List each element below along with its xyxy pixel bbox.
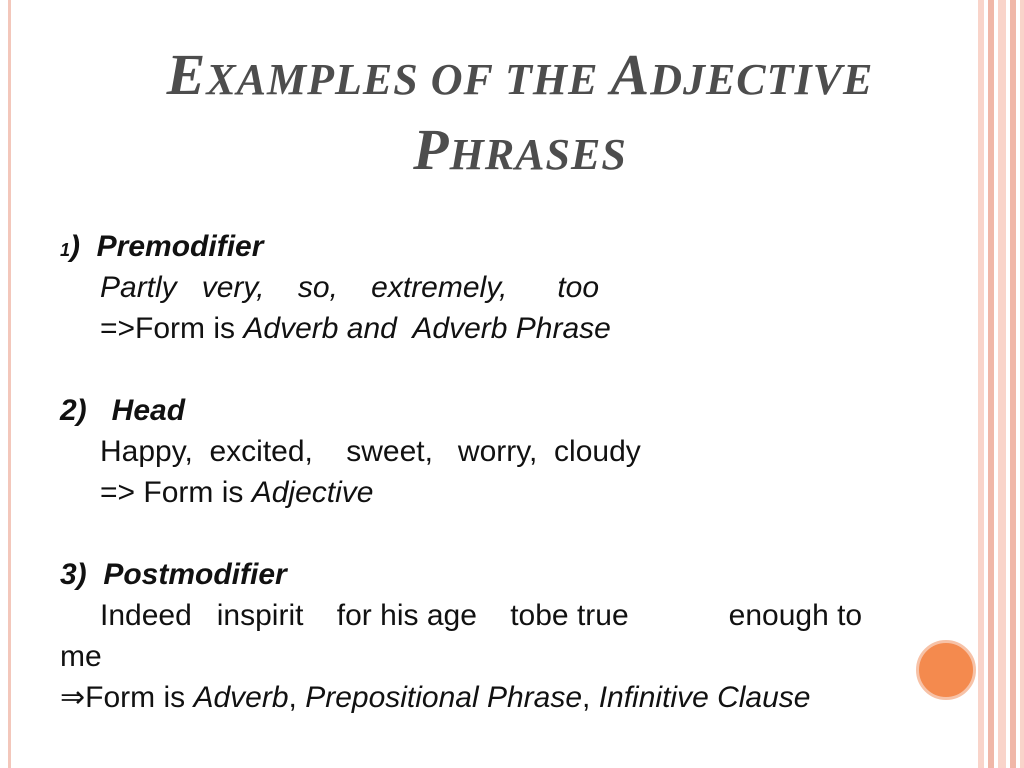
form-prefix: => Form is	[100, 476, 252, 509]
form-prefix: Form is	[85, 681, 194, 714]
section-1-number: 1	[60, 240, 71, 260]
title-cap: P	[413, 117, 450, 182]
implies-arrow-icon: ⇒	[60, 681, 86, 714]
stripe	[1020, 0, 1024, 768]
orange-circle-decoration	[916, 640, 976, 700]
section-1-form	[60, 308, 960, 349]
title-text: HRASES	[449, 130, 627, 179]
section-2-examples: Happy, excited, sweet, worry, cloudy	[100, 435, 641, 468]
form-value: Adjective	[251, 476, 374, 509]
section-3-examples: Indeed inspirit for his age tobe true enough to	[100, 599, 863, 632]
section-3-form	[60, 677, 960, 718]
title-text: XAMPLES OF THE	[206, 55, 611, 104]
form-value: Adverb	[193, 681, 289, 714]
section-3-heading: 3) Postmodifier	[60, 558, 287, 591]
separator: ,	[582, 681, 599, 714]
title-line-1	[60, 40, 980, 115]
stripe	[988, 0, 994, 768]
title-cap: A	[610, 42, 651, 107]
stripe	[998, 0, 1006, 768]
title-line-2	[60, 115, 980, 190]
section-2-form	[60, 472, 960, 513]
section-1-heading	[60, 226, 960, 267]
form-value: Adverb and Adverb Phrase	[243, 312, 611, 345]
title-cap: E	[166, 42, 207, 107]
spacer	[60, 349, 960, 390]
decorative-stripes	[976, 0, 1024, 768]
form-value: Prepositional Phrase	[305, 681, 583, 714]
title-text: DJECTIVE	[650, 55, 874, 104]
slide-content	[60, 226, 960, 718]
form-value: Infinitive Clause	[598, 681, 811, 714]
stripe	[1010, 0, 1016, 768]
section-1-examples: Partly very, so, extremely, too	[100, 271, 600, 304]
section-2-heading: 2) Head	[60, 394, 186, 427]
section-1-label: ) Premodifier	[70, 230, 264, 263]
form-prefix: =>Form is	[100, 312, 244, 345]
section-3-examples-cont: me	[60, 640, 102, 673]
separator: ,	[288, 681, 306, 714]
spacer	[60, 513, 960, 554]
slide-title	[60, 40, 980, 190]
